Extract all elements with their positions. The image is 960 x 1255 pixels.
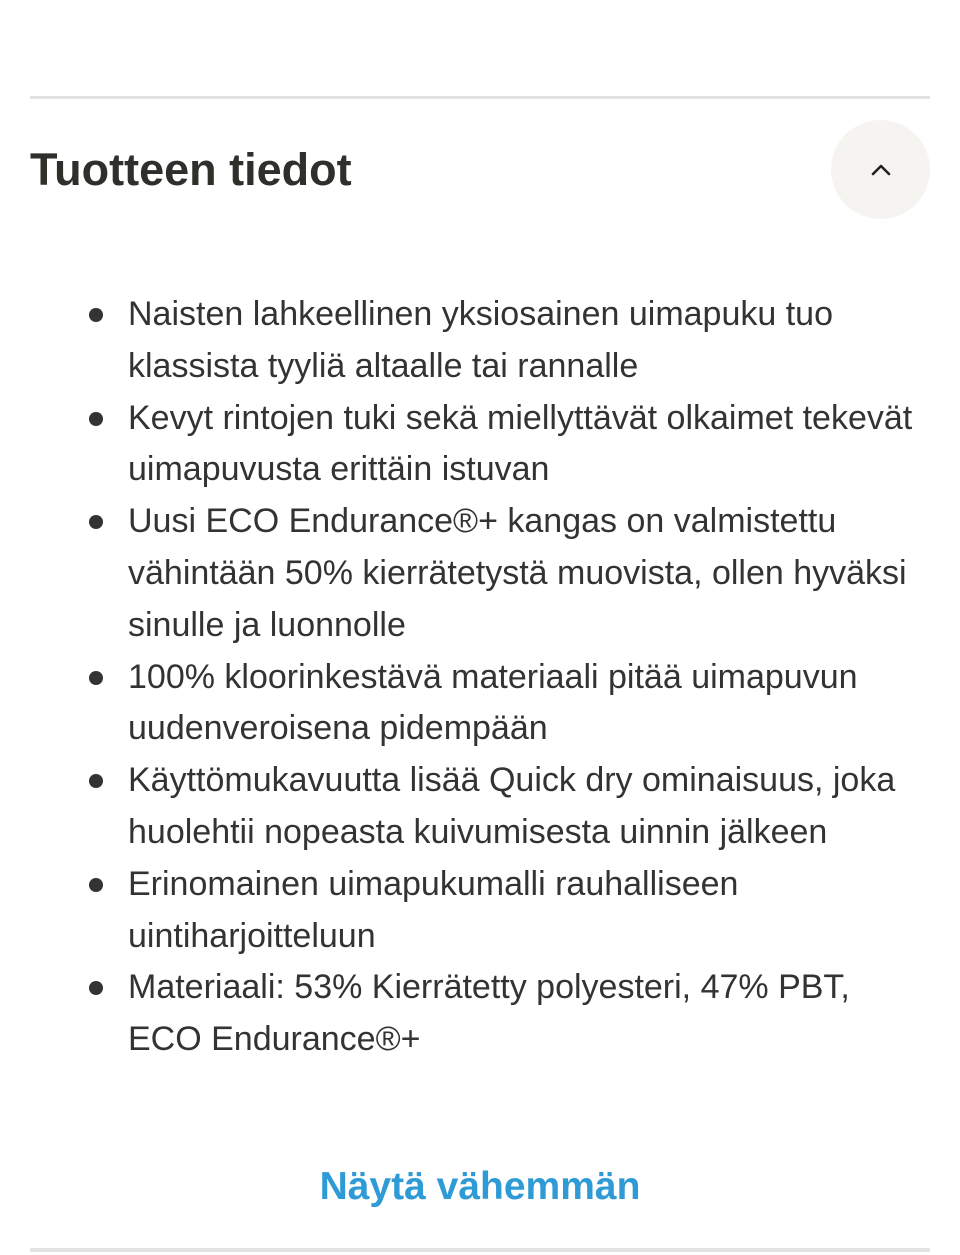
feature-list [128, 289, 928, 1066]
show-less-link[interactable]: Näytä vähemmän [319, 1165, 641, 1208]
list-item-text: Käyttömukavuutta lisää Quick dry ominaisuus, joka huolehtii nopeasta kuivumisesta uinnin jälkeen [128, 761, 896, 851]
list-item [128, 755, 928, 859]
list-item-text: Materiaali: 53% Kierrätetty polyesteri, 47% PBT, ECO Endurance®+ [128, 968, 850, 1059]
bullet-icon [89, 308, 103, 322]
list-item [128, 859, 928, 963]
section-divider-bottom [30, 1248, 930, 1252]
bullet-icon [89, 412, 103, 426]
list-item-text: 100% kloorinkestävä materiaali pitää uimapuvun uudenveroisena pidempään [128, 657, 858, 748]
list-item [128, 393, 928, 497]
list-item [128, 962, 928, 1066]
product-details-header[interactable] [30, 120, 930, 220]
bullet-icon [89, 515, 103, 529]
list-item-text: Erinomainen uimapukumalli rauhalliseen uintiharjoitteluun [128, 864, 739, 955]
bullet-icon [89, 981, 103, 995]
bullet-icon [89, 774, 103, 788]
bullet-icon [89, 878, 103, 892]
list-item-text: Kevyt rintojen tuki sekä miellyttävät olkaimet tekevät uimapuvusta erittäin istuvan [128, 398, 913, 489]
bullet-icon [89, 671, 103, 685]
list-item [128, 289, 928, 393]
collapse-button[interactable] [831, 120, 930, 219]
section-divider-top [30, 96, 930, 99]
section-title: Tuotteen tiedot [30, 144, 352, 195]
list-item [128, 652, 928, 756]
list-item-text: Uusi ECO Endurance®+ kangas on valmistettu vähintään 50% kierrätetystä muovista, ollen hyväksi sinulle ja luonnolle [128, 502, 907, 644]
list-item-text: Naisten lahkeellinen yksiosainen uimapuku tuo klassista tyyliä altaalle tai rannalle [128, 295, 833, 385]
list-item [128, 496, 928, 651]
chevron-up-icon [870, 163, 892, 177]
